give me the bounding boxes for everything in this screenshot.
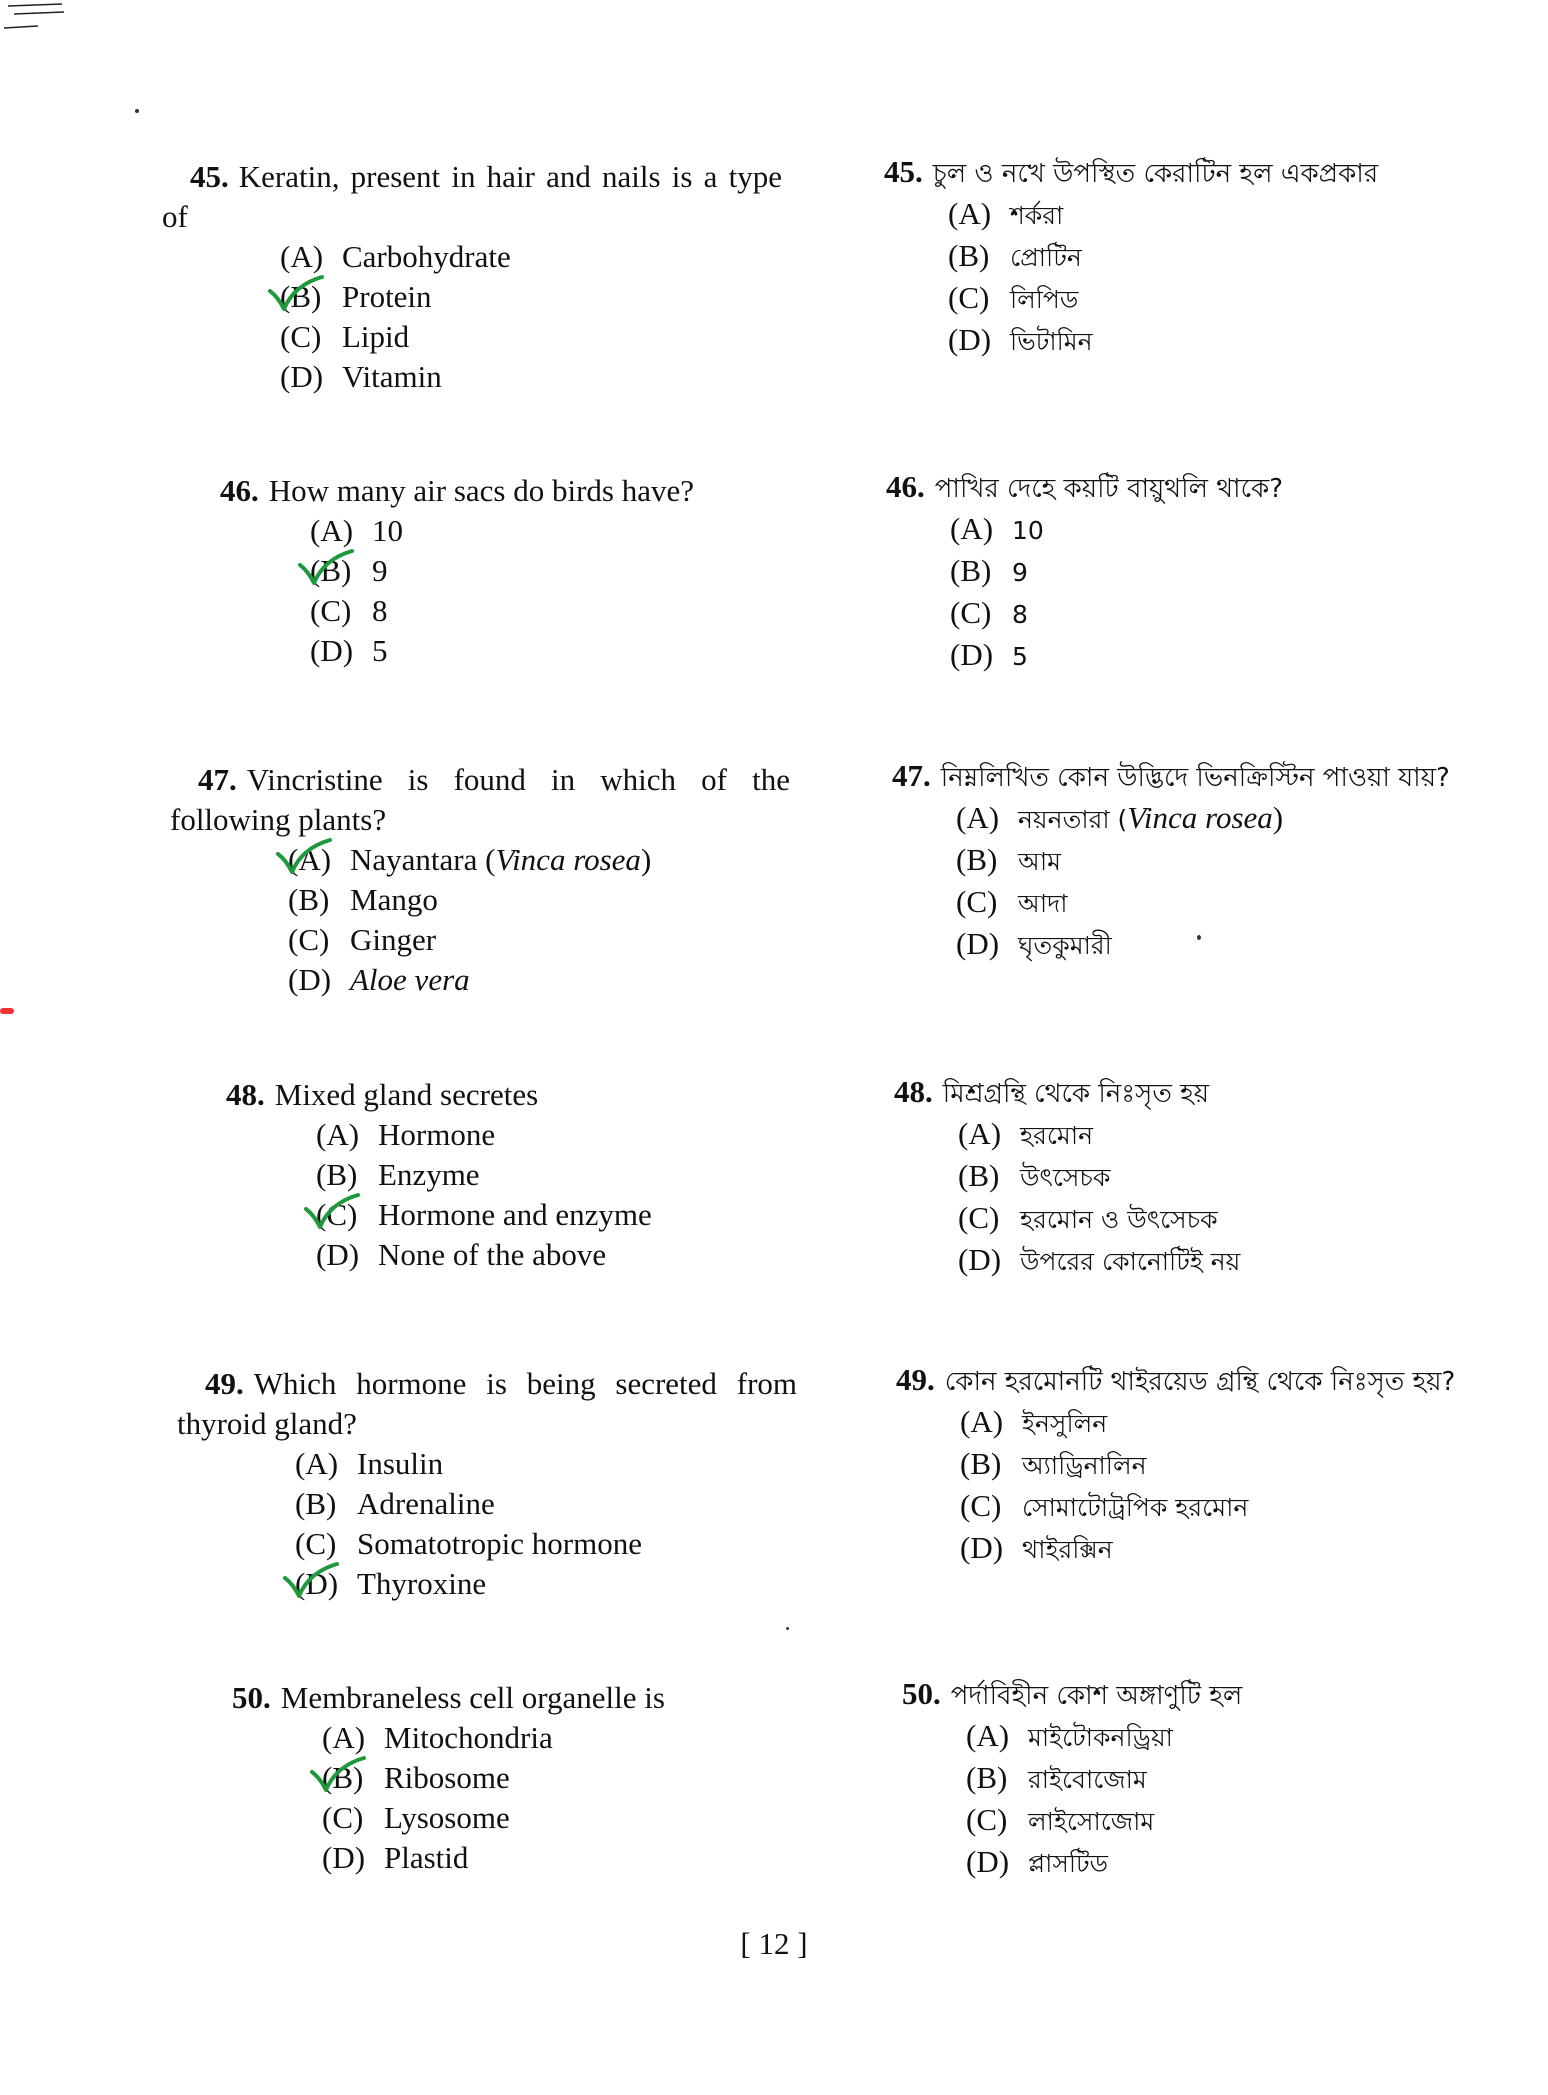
option-label: (D) <box>295 1566 339 1601</box>
option-text: রাইবোজোম <box>1028 1765 1147 1794</box>
option-a <box>950 509 1526 551</box>
question-number: 50. <box>232 1680 271 1715</box>
option-text: উৎসেচক <box>1020 1163 1111 1192</box>
options-list <box>950 509 1526 677</box>
option-d <box>288 960 838 1000</box>
question-number: 49. <box>205 1366 244 1401</box>
question-stem: নিম্নলিখিত কোন উদ্ভিদে ভিনক্রিস্টিন পাওয়া যায়? <box>940 763 1450 793</box>
question-bn-50 <box>902 1674 1542 1884</box>
question-bn-49 <box>896 1360 1536 1570</box>
option-text: ইনসুলিন <box>1022 1409 1108 1438</box>
option-b <box>958 1156 1534 1198</box>
option-label: (D) <box>316 1237 360 1272</box>
option-label: (D) <box>966 1844 1010 1879</box>
option-italic-text: Aloe vera <box>350 962 470 997</box>
question-stem: Membraneless cell organelle is <box>280 1680 665 1715</box>
option-label: (C) <box>295 1526 337 1561</box>
check-mark-icon <box>308 1752 368 1796</box>
option-d <box>966 1842 1542 1884</box>
option-label: (D) <box>280 359 324 394</box>
option-label: (B) <box>288 882 330 917</box>
option-c <box>958 1198 1534 1240</box>
question-en-50 <box>232 1678 872 1878</box>
option-c <box>316 1195 866 1235</box>
option-d <box>295 1564 845 1604</box>
options-list <box>280 237 830 397</box>
check-mark-icon <box>266 271 326 315</box>
option-a <box>948 194 1524 236</box>
question-number: 45. <box>190 159 229 194</box>
option-d <box>960 1528 1536 1570</box>
option-label: (B) <box>310 553 352 588</box>
option-c <box>280 317 830 357</box>
option-label: (C) <box>280 319 322 354</box>
check-mark-icon <box>274 834 334 878</box>
option-d <box>956 924 1532 966</box>
option-b <box>280 277 830 317</box>
option-text: সোমাটোট্রপিক হরমোন <box>1022 1493 1249 1522</box>
option-label: (B) <box>280 279 322 314</box>
scan-artifact-lines <box>0 0 70 40</box>
question-text <box>232 1678 872 1718</box>
option-text: Vitamin <box>342 359 442 394</box>
option-d <box>948 320 1524 362</box>
option-text: আম <box>1018 847 1062 876</box>
question-number: 50. <box>902 1676 941 1711</box>
option-a <box>958 1114 1534 1156</box>
option-label: (C) <box>966 1802 1008 1837</box>
question-stem: Which hormone is being secreted from thyroid gland? <box>177 1366 797 1441</box>
question-number: 45. <box>884 154 923 189</box>
option-text: Lipid <box>342 319 410 354</box>
option-label: (C) <box>316 1197 358 1232</box>
option-c <box>295 1524 845 1564</box>
option-italic-text: Vinca rosea <box>495 842 641 877</box>
question-text <box>896 1360 1536 1402</box>
option-text: Plastid <box>384 1840 469 1875</box>
question-en-46 <box>220 471 860 671</box>
option-text: Thyroxine <box>357 1566 487 1601</box>
option-label: (B) <box>316 1157 358 1192</box>
option-label: (C) <box>956 884 998 919</box>
question-en-48 <box>226 1075 866 1275</box>
option-text: Adrenaline <box>357 1486 495 1521</box>
option-d <box>310 631 860 671</box>
option-text: মাইটোকনড্রিয়া <box>1028 1723 1173 1752</box>
option-text: Mitochondria <box>384 1720 553 1755</box>
option-c <box>310 591 860 631</box>
question-text <box>162 157 782 237</box>
options-list <box>958 1114 1534 1282</box>
question-stem: How many air sacs do birds have? <box>268 473 695 508</box>
question-bn-48 <box>894 1072 1534 1282</box>
option-text: থাইরক্সিন <box>1022 1535 1113 1564</box>
question-number: 48. <box>226 1077 265 1112</box>
option-a <box>288 840 838 880</box>
option-suffix: ) <box>640 842 652 877</box>
question-stem: Vincristine is found in which of the following plants? <box>170 762 790 837</box>
option-a <box>310 511 860 551</box>
option-label: (B) <box>950 553 992 588</box>
page-number: [ 12 ] <box>740 1926 808 1961</box>
question-stem: Keratin, present in hair and nails is a type of <box>162 159 782 234</box>
options-list <box>966 1716 1542 1884</box>
option-label: (A) <box>288 842 332 877</box>
option-b <box>295 1484 845 1524</box>
option-label: (D) <box>948 322 992 357</box>
option-label: (A) <box>310 513 354 548</box>
option-text: Protein <box>342 279 432 314</box>
red-ink-mark <box>0 1008 14 1014</box>
option-text: লাইসোজোম <box>1028 1807 1155 1836</box>
option-text: Carbohydrate <box>342 239 511 274</box>
option-label: (C) <box>322 1800 364 1835</box>
option-text: Ribosome <box>384 1760 510 1795</box>
option-b <box>310 551 860 591</box>
check-mark-icon <box>296 545 356 589</box>
option-label: (A) <box>956 800 1000 835</box>
option-text: শর্করা <box>1010 201 1064 230</box>
option-text: লিপিড <box>1010 285 1079 314</box>
option-text: প্লাসটিড <box>1028 1849 1109 1878</box>
question-en-45 <box>162 157 830 397</box>
option-label: (A) <box>958 1116 1002 1151</box>
option-c <box>960 1486 1536 1528</box>
option-b <box>948 236 1524 278</box>
option-label: (C) <box>960 1488 1002 1523</box>
option-c <box>950 593 1526 635</box>
option-text: প্রোটিন <box>1010 243 1082 272</box>
option-label: (C) <box>310 593 352 628</box>
question-text <box>894 1072 1534 1114</box>
option-text: 5 <box>372 633 388 668</box>
question-stem: পর্দাবিহীন কোশ অঙ্গাণুটি হল <box>950 1681 1243 1711</box>
question-number: 46. <box>220 473 259 508</box>
options-list <box>288 840 838 1000</box>
option-label: (C) <box>948 280 990 315</box>
option-label: (B) <box>958 1158 1000 1193</box>
speck <box>135 109 139 113</box>
option-a <box>316 1115 866 1155</box>
check-mark-icon <box>281 1558 341 1602</box>
option-a <box>960 1402 1536 1444</box>
option-b <box>316 1155 866 1195</box>
option-d <box>280 357 830 397</box>
question-bn-47 <box>892 756 1532 966</box>
option-a <box>322 1718 872 1758</box>
option-suffix: ) <box>1272 800 1284 835</box>
option-d <box>958 1240 1534 1282</box>
option-c <box>948 278 1524 320</box>
question-text <box>220 471 860 511</box>
question-number: 47. <box>892 758 931 793</box>
options-list <box>316 1115 866 1275</box>
options-list <box>956 798 1532 966</box>
option-label: (D) <box>322 1840 366 1875</box>
option-c <box>288 920 838 960</box>
option-text: Insulin <box>357 1446 444 1481</box>
question-text <box>902 1674 1542 1716</box>
option-d <box>950 635 1526 677</box>
option-label: (A) <box>960 1404 1004 1439</box>
option-text: নয়নতারা ( <box>1018 805 1128 834</box>
option-label: (C) <box>958 1200 1000 1235</box>
option-label: (D) <box>950 637 994 672</box>
question-number: 46. <box>886 469 925 504</box>
option-text: Somatotropic hormone <box>357 1526 642 1561</box>
speck <box>786 1627 789 1630</box>
option-text: উপরের কোনোটিই নয় <box>1020 1247 1241 1276</box>
question-en-49 <box>177 1364 845 1604</box>
option-a <box>295 1444 845 1484</box>
option-label: (B) <box>966 1760 1008 1795</box>
options-list <box>310 511 860 671</box>
option-label: (D) <box>956 926 1000 961</box>
option-c <box>322 1798 872 1838</box>
option-label: (A) <box>295 1446 339 1481</box>
option-text: হরমোন <box>1020 1121 1093 1150</box>
option-a <box>956 798 1532 840</box>
option-text: None of the above <box>378 1237 607 1272</box>
option-a <box>280 237 830 277</box>
question-bn-45 <box>884 152 1524 362</box>
option-label: (A) <box>948 196 992 231</box>
option-label: (D) <box>958 1242 1002 1277</box>
question-number: 49. <box>896 1362 935 1397</box>
option-text: হরমোন ও উৎসেচক <box>1020 1205 1218 1234</box>
option-d <box>322 1838 872 1878</box>
question-stem: পাখির দেহে কয়টি বায়ুথলি থাকে? <box>934 474 1284 504</box>
option-label: (A) <box>280 239 324 274</box>
option-label: (D) <box>310 633 354 668</box>
option-text: আদা <box>1018 889 1068 918</box>
options-list <box>948 194 1524 362</box>
option-c <box>956 882 1532 924</box>
option-text: 10 <box>372 513 403 548</box>
question-stem: চুল ও নখে উপস্থিত কেরাটিন হল একপ্রকার <box>932 159 1379 189</box>
option-text: 10 <box>1012 516 1044 545</box>
option-label: (A) <box>316 1117 360 1152</box>
option-label: (C) <box>288 922 330 957</box>
question-bn-46 <box>886 467 1526 677</box>
question-stem: মিশ্রগ্রন্থি থেকে নিঃসৃত হয় <box>942 1079 1210 1109</box>
question-text <box>170 760 790 840</box>
option-c <box>966 1800 1542 1842</box>
question-stem: কোন হরমোনটি থাইরয়েড গ্রন্থি থেকে নিঃসৃত হয়? <box>944 1367 1456 1397</box>
option-label: (B) <box>960 1446 1002 1481</box>
option-text: Lysosome <box>384 1800 510 1835</box>
option-text: ঘৃতকুমারী <box>1018 931 1112 960</box>
option-label: (D) <box>960 1530 1004 1565</box>
option-text: Ginger <box>350 922 437 957</box>
question-text <box>226 1075 866 1115</box>
option-text: 9 <box>372 553 388 588</box>
option-text: Nayantara ( <box>350 842 496 877</box>
option-label: (A) <box>950 511 994 546</box>
option-italic-text: Vinca rosea <box>1127 800 1273 835</box>
option-b <box>960 1444 1536 1486</box>
question-text <box>177 1364 797 1444</box>
question-number: 47. <box>198 762 237 797</box>
option-text: Hormone <box>378 1117 496 1152</box>
option-label: (B) <box>295 1486 337 1521</box>
option-b <box>322 1758 872 1798</box>
option-text: Mango <box>350 882 438 917</box>
options-list <box>295 1444 845 1604</box>
option-text: Hormone and enzyme <box>378 1197 652 1232</box>
options-list <box>960 1402 1536 1570</box>
question-stem: Mixed gland secretes <box>274 1077 539 1112</box>
option-b <box>288 880 838 920</box>
option-text: 9 <box>1012 558 1028 587</box>
option-text: অ্যাড্রিনালিন <box>1022 1451 1147 1480</box>
option-text: Enzyme <box>378 1157 480 1192</box>
option-b <box>966 1758 1542 1800</box>
option-b <box>950 551 1526 593</box>
question-text <box>886 467 1526 509</box>
option-label: (D) <box>288 962 332 997</box>
question-en-47 <box>170 760 838 1000</box>
option-label: (B) <box>948 238 990 273</box>
question-number: 48. <box>894 1074 933 1109</box>
option-label: (C) <box>950 595 992 630</box>
option-label: (A) <box>966 1718 1010 1753</box>
question-text <box>884 152 1524 194</box>
option-label: (B) <box>956 842 998 877</box>
check-mark-icon <box>302 1189 362 1233</box>
option-d <box>316 1235 866 1275</box>
option-text: 5 <box>1012 642 1028 671</box>
question-text <box>892 756 1532 798</box>
option-a <box>966 1716 1542 1758</box>
option-text: 8 <box>1012 600 1028 629</box>
option-label: (A) <box>322 1720 366 1755</box>
option-b <box>956 840 1532 882</box>
option-text: ভিটামিন <box>1010 327 1093 356</box>
option-label: (B) <box>322 1760 364 1795</box>
options-list <box>322 1718 872 1878</box>
option-text: 8 <box>372 593 388 628</box>
